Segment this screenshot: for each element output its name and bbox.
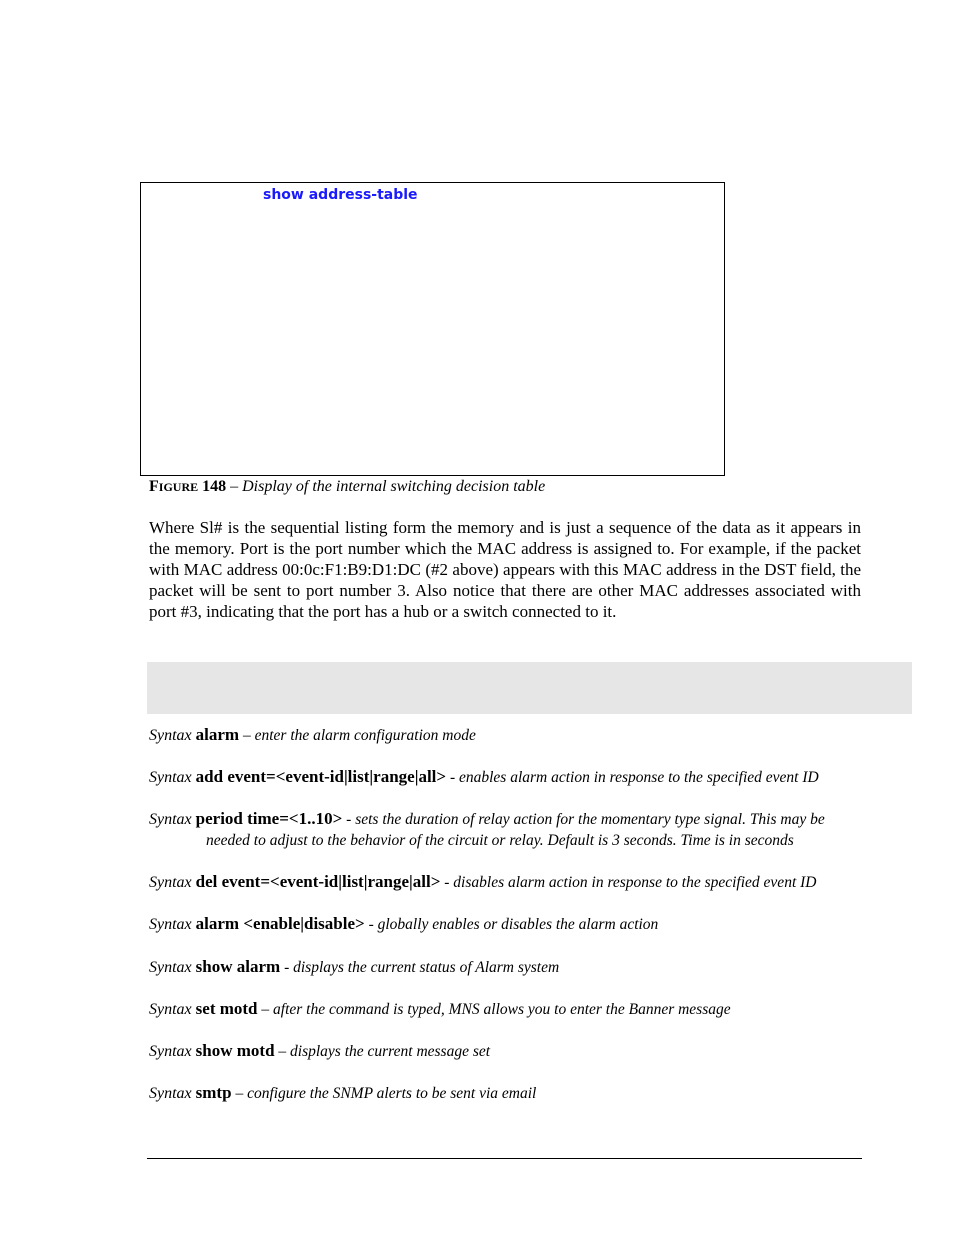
syntax-command: show motd [195, 1041, 275, 1060]
syntax-keyword: Syntax [149, 916, 192, 933]
figure-caption-dash: – [226, 478, 243, 495]
syntax-command: period time=<1..10> [195, 809, 343, 828]
syntax-keyword: Syntax [149, 727, 192, 744]
syntax-keyword: Syntax [149, 811, 192, 828]
syntax-command: smtp [195, 1083, 232, 1102]
syntax-entry [149, 956, 559, 978]
syntax-command: alarm <enable|disable> [195, 914, 365, 933]
syntax-command: del event=<event-id|list|range|all> [195, 872, 441, 891]
figure-label-initial: F [149, 478, 159, 495]
syntax-description: – enter the alarm configuration mode [239, 727, 476, 744]
syntax-keyword: Syntax [149, 769, 192, 786]
syntax-entry [149, 998, 731, 1020]
syntax-description: – after the command is typed, MNS allows you to enter the Banner message [257, 1001, 731, 1018]
syntax-command: alarm [195, 725, 240, 744]
syntax-keyword: Syntax [149, 1085, 192, 1102]
syntax-description: - displays the current status of Alarm system [280, 959, 560, 976]
syntax-keyword: Syntax [149, 1043, 192, 1060]
syntax-keyword: Syntax [149, 874, 192, 891]
syntax-description: - enables alarm action in response to the specified event ID [446, 769, 819, 786]
cli-command-text: show address-table [263, 187, 418, 203]
syntax-entry [149, 766, 819, 788]
syntax-description: - globally enables or disables the alarm action [364, 916, 659, 933]
syntax-entry [149, 1040, 490, 1062]
body-paragraph: Where Sl# is the sequential listing form the memory and is just a sequence of the data as it appears in the memory. Port is the port number which the MAC address is assigned to. For example, if the packet with MAC address 00:0c:F1:B9:D1:DC (#2 above) appears with this MAC address in the DST field, the packet will be sent to port number 3. Also notice that there are other MAC addresses associated with port #3, indicating that the port has a hub or a switch connected to it. [149, 518, 861, 621]
syntax-description: – displays the current message set [274, 1043, 491, 1060]
syntax-command: set motd [195, 999, 258, 1018]
figure-frame [140, 182, 725, 476]
syntax-entry [149, 913, 658, 935]
syntax-description: – configure the SNMP alerts to be sent via email [231, 1085, 537, 1102]
syntax-entry [149, 871, 816, 893]
figure-label-rest: IGURE [158, 480, 199, 494]
syntax-entry [149, 1082, 536, 1104]
syntax-entry [149, 724, 476, 746]
syntax-description-continuation: needed to adjust to the behavior of the circuit or relay. Default is 3 seconds. Time is in seconds [206, 832, 794, 849]
syntax-keyword: Syntax [149, 959, 192, 976]
syntax-description: - disables alarm action in response to the specified event ID [440, 874, 817, 891]
figure-label [149, 478, 226, 495]
syntax-command: show alarm [195, 957, 281, 976]
syntax-description: - sets the duration of relay action for the momentary type signal. This may be [342, 811, 825, 828]
figure-caption [149, 478, 545, 496]
syntax-entry [149, 808, 825, 851]
figure-number: 148 [202, 478, 227, 495]
figure-caption-text: Display of the internal switching decision table [242, 478, 546, 495]
syntax-keyword: Syntax [149, 1001, 192, 1018]
section-heading-band [147, 662, 912, 714]
footer-divider [147, 1158, 862, 1159]
syntax-command: add event=<event-id|list|range|all> [195, 767, 447, 786]
